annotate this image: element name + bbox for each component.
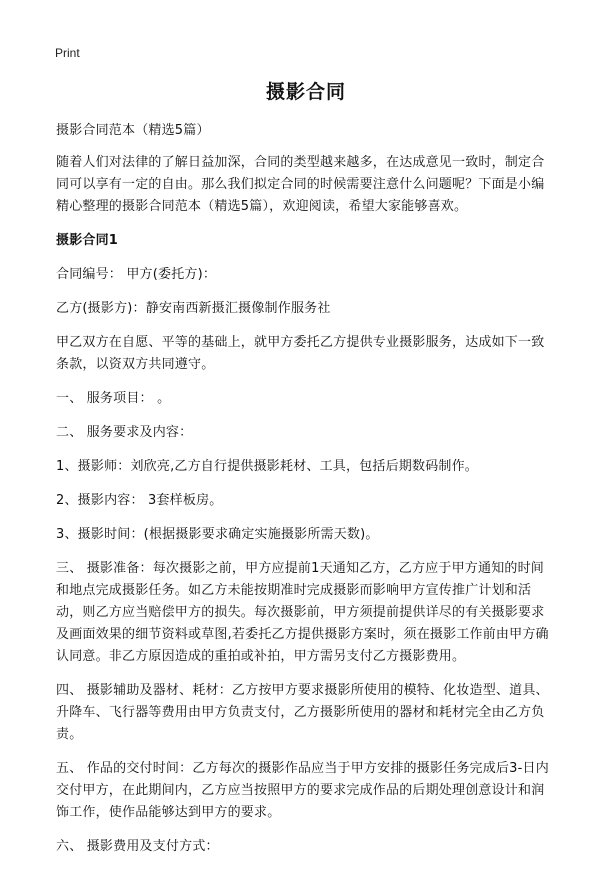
item-content: 2、摄影内容： 3套样板房。: [56, 493, 223, 508]
contract-number-line: 合同编号： 甲方(委托方)：: [56, 267, 217, 282]
print-link[interactable]: Print: [55, 46, 80, 60]
clause-6-fees: 六、 摄影费用及支付方式：: [56, 839, 219, 854]
item-time: 3、摄影时间：(根据摄影要求确定实施摄影所需天数)。: [56, 527, 379, 542]
clause-2-service-requirements: 二、 服务要求及内容：: [56, 425, 193, 440]
party-b-line: 乙方(摄影方)：静安南西新摄汇摄像制作服务社: [56, 301, 331, 316]
item-photographer: 1、摄影师：刘欣亮,乙方自行提供摄影耗材、工具，包括后期数码制作。: [56, 459, 479, 474]
clause-3-preparation: 三、 摄影准备：每次摄影之前，甲方应提前1天通知乙方，乙方应于甲方通知的时间和地点完成摄影任务。如乙方未能按期准时完成摄影而影响甲方宣传推广计划和活动，则乙方应当赔偿甲方的损失。每次摄影前，甲方须提前提供详尽的有关摄影要求及画面效果的细节资料或草图,若委托乙方提供摄影方案时，须在摄影工作前由甲方确认同意。非乙方原因造成的重拍或补拍，甲方需另支付乙方摄影费用。: [56, 561, 549, 664]
clause-4-equipment: 四、 摄影辅助及器材、耗材：乙方按甲方要求摄影所使用的模特、化妆造型、道具、升降车、飞行器等费用由甲方负责支付，乙方摄影所使用的器材和耗材完全由乙方负责。: [56, 683, 549, 742]
document-title: 摄影合同: [265, 81, 346, 103]
agreement-paragraph: 甲乙双方在自愿、平等的基础上，就甲方委托乙方提供专业摄影服务，达成如下一致条款，以资双方共同遵守。: [56, 335, 545, 372]
clause-5-delivery: 五、 作品的交付时间：乙方每次的摄影作品应当于甲方安排的摄影任务完成后3-日内交付甲方，在此期间内，乙方应当按照甲方的要求完成作品的后期处理创意设计和润饰工作，使作品能够达到甲方的要求。: [56, 761, 549, 820]
clause-1-service-item: 一、 服务项目： 。: [56, 391, 171, 406]
section-heading: 摄影合同1: [56, 233, 119, 248]
document-subtitle: 摄影合同范本（精选5篇）: [56, 123, 210, 138]
document-body: [56, 78, 556, 870]
intro-paragraph: 随着人们对法律的了解日益加深，合同的类型越来越多，在达成意见一致时，制定合同可以享有一定的自由。那么我们拟定合同的时候需要注意什么问题呢？下面是小编精心整理的摄影合同范本（精选5篇），欢迎阅读，希望大家能够喜欢。: [56, 155, 545, 214]
